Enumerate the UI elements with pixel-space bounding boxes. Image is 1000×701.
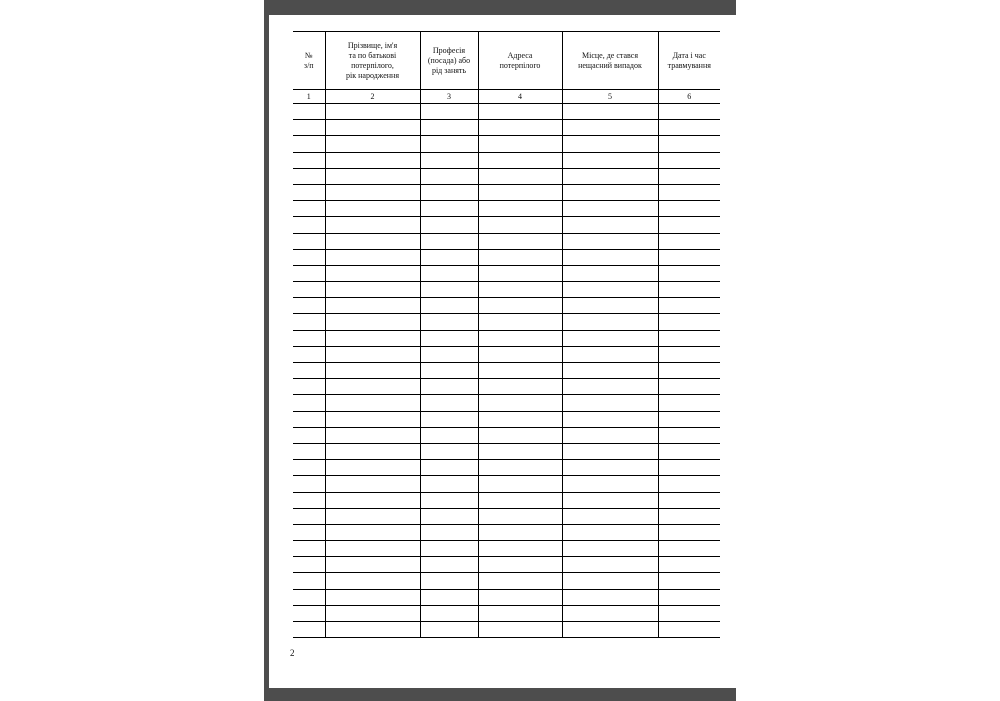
table-cell [293, 346, 325, 362]
table-cell [420, 184, 478, 200]
table-row [293, 508, 720, 524]
table-cell [478, 282, 562, 298]
document-page [269, 15, 736, 688]
table-cell [658, 184, 720, 200]
table-row [293, 201, 720, 217]
table-cell [478, 120, 562, 136]
table-row [293, 589, 720, 605]
table-cell [420, 298, 478, 314]
table-row [293, 541, 720, 557]
table-cell [562, 249, 658, 265]
table-cell [562, 330, 658, 346]
table-cell [293, 605, 325, 621]
table-cell [325, 443, 420, 459]
table-cell [293, 573, 325, 589]
column-number-row [293, 90, 720, 104]
table-cell [325, 363, 420, 379]
table-cell [420, 314, 478, 330]
table-cell [562, 363, 658, 379]
column-number: 2 [325, 90, 420, 104]
table-cell [478, 314, 562, 330]
table-cell [478, 476, 562, 492]
table-cell [478, 233, 562, 249]
table-cell [478, 265, 562, 281]
table-cell [420, 427, 478, 443]
table-cell [562, 168, 658, 184]
table-cell [658, 427, 720, 443]
table-cell [420, 605, 478, 621]
table-cell [478, 460, 562, 476]
table-cell [562, 573, 658, 589]
header-profession: Професія (посада) або рід занять [420, 32, 478, 90]
table-cell [293, 460, 325, 476]
table-cell [562, 508, 658, 524]
table-cell [478, 622, 562, 638]
table-cell [293, 557, 325, 573]
table-cell [293, 217, 325, 233]
table-cell [478, 168, 562, 184]
table-cell [420, 492, 478, 508]
table-cell [325, 168, 420, 184]
table-cell [420, 541, 478, 557]
table-cell [562, 346, 658, 362]
table-cell [658, 346, 720, 362]
table-row [293, 427, 720, 443]
table-cell [325, 346, 420, 362]
table-cell [325, 411, 420, 427]
table-cell [658, 363, 720, 379]
table-row [293, 492, 720, 508]
column-number: 4 [478, 90, 562, 104]
table-cell [562, 492, 658, 508]
table-cell [562, 282, 658, 298]
table-cell [293, 152, 325, 168]
table-cell [658, 282, 720, 298]
table-cell [562, 443, 658, 459]
table-cell [293, 201, 325, 217]
table-cell [478, 104, 562, 120]
table-cell [478, 589, 562, 605]
table-row [293, 249, 720, 265]
table-cell [562, 622, 658, 638]
table-cell [478, 443, 562, 459]
table-cell [325, 605, 420, 621]
table-cell [325, 314, 420, 330]
table-cell [293, 427, 325, 443]
table-cell [658, 460, 720, 476]
document-viewer [264, 0, 736, 701]
table-row [293, 330, 720, 346]
table-cell [658, 298, 720, 314]
table-cell [562, 233, 658, 249]
table-cell [562, 605, 658, 621]
header-address: Адреса потерпілого [478, 32, 562, 90]
table-cell [325, 120, 420, 136]
table-cell [325, 541, 420, 557]
table-header-row [293, 32, 720, 90]
header-accident-place: Місце, де стався нещасний випадок [562, 32, 658, 90]
table-cell [420, 249, 478, 265]
table-cell [420, 201, 478, 217]
table-cell [325, 201, 420, 217]
table-cell [658, 330, 720, 346]
table-cell [325, 622, 420, 638]
table-row [293, 557, 720, 573]
header-date-time: Дата і час травмування [658, 32, 720, 90]
table-cell [658, 541, 720, 557]
table-cell [420, 282, 478, 298]
table-cell [420, 622, 478, 638]
table-cell [293, 411, 325, 427]
table-row [293, 363, 720, 379]
table-cell [478, 363, 562, 379]
table-cell [658, 395, 720, 411]
table-cell [562, 184, 658, 200]
table-cell [478, 427, 562, 443]
table-cell [420, 120, 478, 136]
table-cell [420, 557, 478, 573]
table-cell [658, 217, 720, 233]
table-cell [420, 346, 478, 362]
table-cell [478, 346, 562, 362]
table-cell [325, 184, 420, 200]
table-cell [658, 104, 720, 120]
table-cell [420, 460, 478, 476]
table-cell [420, 508, 478, 524]
table-cell [325, 573, 420, 589]
table-cell [562, 136, 658, 152]
table-cell [478, 508, 562, 524]
table-cell [325, 217, 420, 233]
table-cell [293, 363, 325, 379]
column-number: 6 [658, 90, 720, 104]
table-row [293, 605, 720, 621]
table-cell [562, 314, 658, 330]
table-cell [658, 476, 720, 492]
table-cell [658, 168, 720, 184]
table-cell [562, 411, 658, 427]
table-row [293, 346, 720, 362]
table-cell [478, 330, 562, 346]
table-cell [478, 184, 562, 200]
accident-journal-table [293, 31, 720, 638]
table-cell [293, 622, 325, 638]
table-cell [658, 622, 720, 638]
table-row [293, 217, 720, 233]
table-row [293, 476, 720, 492]
table-cell [420, 168, 478, 184]
table-cell [420, 395, 478, 411]
table-cell [658, 152, 720, 168]
table-row [293, 282, 720, 298]
table-cell [293, 379, 325, 395]
table-cell [562, 379, 658, 395]
table-cell [658, 314, 720, 330]
table-cell [562, 298, 658, 314]
table-cell [562, 217, 658, 233]
table-cell [478, 395, 562, 411]
table-cell [478, 379, 562, 395]
table-cell [325, 233, 420, 249]
table-cell [658, 605, 720, 621]
table-cell [293, 249, 325, 265]
table-cell [658, 443, 720, 459]
table-cell [562, 152, 658, 168]
table-row [293, 298, 720, 314]
page-number: 2 [290, 648, 295, 658]
table-row [293, 184, 720, 200]
table-cell [420, 363, 478, 379]
table-cell [293, 282, 325, 298]
table-cell [325, 152, 420, 168]
table-cell [562, 104, 658, 120]
table-cell [420, 330, 478, 346]
table-cell [478, 217, 562, 233]
table-cell [562, 524, 658, 540]
table-row [293, 233, 720, 249]
table-cell [420, 379, 478, 395]
table-cell [420, 217, 478, 233]
table-cell [293, 233, 325, 249]
table-cell [293, 476, 325, 492]
table-cell [325, 104, 420, 120]
table-cell [478, 201, 562, 217]
table-cell [293, 492, 325, 508]
table-cell [562, 427, 658, 443]
table-cell [293, 508, 325, 524]
table-row [293, 573, 720, 589]
table-cell [325, 249, 420, 265]
table-cell [325, 492, 420, 508]
table-cell [420, 589, 478, 605]
table-cell [293, 541, 325, 557]
table-cell [293, 298, 325, 314]
table-cell [562, 265, 658, 281]
table-cell [293, 104, 325, 120]
table-cell [293, 524, 325, 540]
table-cell [562, 557, 658, 573]
table-cell [293, 395, 325, 411]
table-cell [478, 298, 562, 314]
table-row [293, 622, 720, 638]
table-cell [562, 541, 658, 557]
table-cell [293, 265, 325, 281]
table-cell [658, 233, 720, 249]
table-row [293, 395, 720, 411]
table-cell [293, 168, 325, 184]
table-cell [658, 492, 720, 508]
table-cell [293, 330, 325, 346]
table-cell [325, 298, 420, 314]
table-cell [478, 136, 562, 152]
table-cell [478, 541, 562, 557]
table-cell [293, 314, 325, 330]
table-cell [325, 265, 420, 281]
table-cell [420, 524, 478, 540]
table-cell [420, 573, 478, 589]
table-row [293, 411, 720, 427]
table-cell [420, 476, 478, 492]
table-row [293, 168, 720, 184]
table-cell [658, 557, 720, 573]
table-cell [658, 136, 720, 152]
table-cell [293, 120, 325, 136]
table-cell [478, 605, 562, 621]
table-cell [478, 249, 562, 265]
table-cell [325, 395, 420, 411]
table-cell [420, 411, 478, 427]
table-cell [293, 443, 325, 459]
header-full-name: Прізвище, ім'я та по батькові потерпілого, рік народження [325, 32, 420, 90]
table-row [293, 136, 720, 152]
table-cell [562, 460, 658, 476]
table-row [293, 120, 720, 136]
table-cell [325, 427, 420, 443]
table-cell [293, 184, 325, 200]
table-row [293, 265, 720, 281]
table-cell [562, 120, 658, 136]
table-cell [658, 265, 720, 281]
table-cell [658, 249, 720, 265]
table-cell [420, 443, 478, 459]
table-row [293, 379, 720, 395]
table-cell [420, 233, 478, 249]
table-cell [420, 152, 478, 168]
table-cell [658, 573, 720, 589]
table-cell [658, 120, 720, 136]
table-cell [325, 330, 420, 346]
table-cell [420, 136, 478, 152]
table-cell [325, 589, 420, 605]
table-row [293, 460, 720, 476]
table-cell [293, 136, 325, 152]
table-cell [658, 201, 720, 217]
table-cell [562, 395, 658, 411]
table-row [293, 524, 720, 540]
table-cell [325, 379, 420, 395]
column-number: 3 [420, 90, 478, 104]
table-cell [658, 508, 720, 524]
table-row [293, 443, 720, 459]
table-cell [325, 136, 420, 152]
table-cell [325, 282, 420, 298]
table-cell [562, 476, 658, 492]
table-cell [658, 379, 720, 395]
table-cell [293, 589, 325, 605]
table-cell [478, 573, 562, 589]
table-cell [478, 492, 562, 508]
table-cell [658, 589, 720, 605]
table-cell [325, 476, 420, 492]
table-cell [478, 152, 562, 168]
table-cell [562, 201, 658, 217]
table-cell [478, 524, 562, 540]
table-cell [658, 411, 720, 427]
table-cell [420, 265, 478, 281]
header-number: № з/п [293, 32, 325, 90]
table-row [293, 152, 720, 168]
table-cell [478, 411, 562, 427]
table-row [293, 314, 720, 330]
table-cell [325, 524, 420, 540]
table-cell [562, 589, 658, 605]
column-number: 5 [562, 90, 658, 104]
table-cell [325, 557, 420, 573]
column-number: 1 [293, 90, 325, 104]
table-row [293, 104, 720, 120]
table-body [293, 104, 720, 638]
table-cell [325, 508, 420, 524]
table-cell [478, 557, 562, 573]
table-cell [325, 460, 420, 476]
table-cell [420, 104, 478, 120]
table-cell [658, 524, 720, 540]
